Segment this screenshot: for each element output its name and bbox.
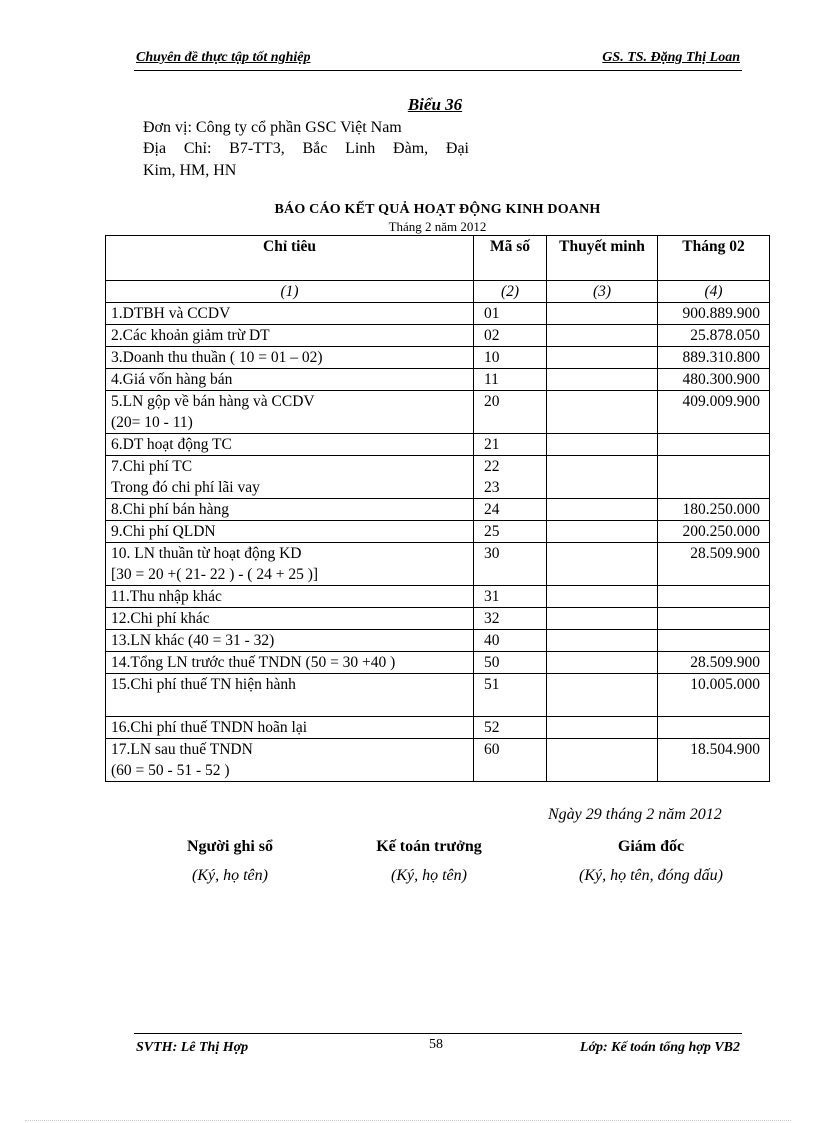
code-text: 20	[484, 393, 500, 410]
signature-director	[551, 838, 751, 885]
header-right-text: GS. TS. Đặng Thị Loan	[602, 50, 740, 65]
indicator-text-line2: (20= 10 - 11)	[111, 414, 193, 431]
note-cell	[547, 674, 658, 717]
indicator-cell	[106, 674, 474, 717]
table-row	[106, 739, 770, 782]
code-cell	[474, 717, 547, 739]
code-text: 30	[484, 545, 500, 562]
indicator-text: 5.LN gộp về bán hàng và CCDV	[111, 393, 315, 410]
note-cell	[547, 586, 658, 608]
code-text: 60	[484, 741, 500, 758]
code-cell	[474, 630, 547, 652]
report-period: Tháng 2 năm 2012	[388, 219, 487, 234]
amount-text: 28.509.900	[690, 545, 760, 562]
amount-text: 889.310.800	[682, 349, 760, 366]
report-title: BÁO CÁO KẾT QUẢ HOẠT ĐỘNG KINH DOANH	[274, 202, 601, 217]
amount-cell	[658, 347, 770, 369]
note-cell	[547, 456, 658, 499]
note-cell	[547, 434, 658, 456]
code-text: 31	[484, 588, 500, 605]
code-cell	[474, 434, 547, 456]
indicator-text: 1.DTBH và CCDV	[111, 305, 231, 322]
amount-cell	[658, 717, 770, 739]
code-text: 51	[484, 676, 500, 693]
code-text: 02	[484, 327, 500, 344]
code-text: 50	[484, 654, 500, 671]
amount-text: 25.878.050	[690, 327, 760, 344]
indicator-text: 13.LN khác (40 = 31 - 32)	[111, 632, 275, 649]
indicator-text: 3.Doanh thu thuần ( 10 = 01 – 02)	[111, 349, 323, 366]
indicator-cell	[106, 543, 474, 586]
code-cell	[474, 325, 547, 347]
code-cell	[474, 391, 547, 434]
amount-text: 180.250.000	[682, 501, 760, 518]
table-row	[106, 652, 770, 674]
table-row	[106, 456, 770, 499]
col-header-indicator: Chỉ tiêu	[106, 236, 474, 281]
code-cell	[474, 369, 547, 391]
table-row	[106, 369, 770, 391]
unit-address-line1: Địa Chỉ: B7-TT3, Bắc Linh Đàm, Đại	[143, 140, 469, 157]
indicator-text-line2: (60 = 50 - 51 - 52 )	[111, 762, 230, 779]
amount-cell	[658, 630, 770, 652]
code-cell	[474, 456, 547, 499]
note-cell	[547, 303, 658, 325]
income-statement-table	[105, 235, 770, 782]
indicator-text: 9.Chi phí QLDN	[111, 523, 216, 540]
code-cell	[474, 586, 547, 608]
indicator-cell	[106, 303, 474, 325]
table-row	[106, 521, 770, 543]
signature-title: Người ghi sổ	[186, 838, 274, 855]
amount-cell	[658, 608, 770, 630]
indicator-cell	[106, 586, 474, 608]
table-row	[106, 347, 770, 369]
indicator-text: 8.Chi phí bán hàng	[111, 501, 229, 518]
page-number: 58	[429, 1037, 443, 1052]
indicator-text: 7.Chi phí TC	[111, 458, 193, 475]
table-row	[106, 325, 770, 347]
table-row	[106, 499, 770, 521]
page-header	[134, 48, 742, 71]
code-text: 11	[484, 371, 499, 388]
table-row	[106, 391, 770, 434]
footer-right-text: Lớp: Kế toán tổng hợp VB2	[579, 1040, 740, 1055]
table-row	[106, 434, 770, 456]
note-cell	[547, 369, 658, 391]
amount-cell	[658, 674, 770, 717]
code-text: 32	[484, 610, 500, 627]
indicator-cell	[106, 391, 474, 434]
note-cell	[547, 521, 658, 543]
indicator-text: 15.Chi phí thuế TN hiện hành	[111, 676, 296, 693]
table-row	[106, 543, 770, 586]
amount-text: 18.504.900	[690, 741, 760, 758]
note-cell	[547, 652, 658, 674]
amount-text: 900.889.900	[682, 305, 760, 322]
code-text-line2: 23	[484, 479, 500, 496]
col-header-code: Mã số	[474, 236, 547, 281]
signature-bookkeeper	[130, 838, 330, 885]
page-edge-divider	[25, 1120, 791, 1121]
index-cell-3: (3)	[547, 281, 658, 303]
indicator-cell	[106, 652, 474, 674]
indicator-cell	[106, 325, 474, 347]
amount-cell	[658, 369, 770, 391]
amount-cell	[658, 739, 770, 782]
table-row	[106, 586, 770, 608]
table-row	[106, 608, 770, 630]
amount-cell	[658, 303, 770, 325]
code-text: 40	[484, 632, 500, 649]
indicator-text: 11.Thu nhập khác	[111, 588, 222, 605]
amount-cell	[658, 456, 770, 499]
code-text: 25	[484, 523, 500, 540]
page-footer	[134, 1033, 742, 1055]
table-row	[106, 630, 770, 652]
index-cell-2: (2)	[474, 281, 547, 303]
indicator-cell	[106, 717, 474, 739]
indicator-text: 14.Tổng LN trước thuế TNDN (50 = 30 +40 )	[111, 654, 396, 671]
footer-left-text: SVTH: Lê Thị Hợp	[136, 1040, 249, 1055]
amount-cell	[658, 586, 770, 608]
indicator-text: 17.LN sau thuế TNDN	[111, 741, 253, 758]
amount-text: 480.300.900	[682, 371, 760, 388]
indicator-text-line2: Trong đó chi phí lãi vay	[111, 479, 260, 496]
indicator-cell	[106, 434, 474, 456]
amount-cell	[658, 391, 770, 434]
code-cell	[474, 303, 547, 325]
form-title: Biểu 36	[407, 95, 463, 114]
indicator-cell	[106, 521, 474, 543]
indicator-text-line2: [30 = 20 +( 21- 22 ) - ( 24 + 25 )]	[111, 566, 319, 583]
indicator-text: 12.Chi phí khác	[111, 610, 210, 627]
indicator-text: 16.Chi phí thuế TNDN hoãn lại	[111, 719, 308, 736]
signature-title: Giám đốc	[617, 838, 685, 855]
code-cell	[474, 652, 547, 674]
code-cell	[474, 499, 547, 521]
table-index-row	[106, 281, 770, 303]
code-text: 24	[484, 501, 500, 518]
indicator-cell	[106, 739, 474, 782]
note-cell	[547, 391, 658, 434]
amount-cell	[658, 499, 770, 521]
unit-address-line2: Kim, HM, HN	[143, 162, 237, 179]
amount-cell	[658, 434, 770, 456]
indicator-cell	[106, 499, 474, 521]
amount-text: 409.009.900	[682, 393, 760, 410]
col-header-note: Thuyết minh	[547, 236, 658, 281]
indicator-cell	[106, 369, 474, 391]
note-cell	[547, 347, 658, 369]
amount-cell	[658, 652, 770, 674]
code-text: 52	[484, 719, 500, 736]
note-cell	[547, 325, 658, 347]
note-cell	[547, 630, 658, 652]
code-text: 21	[484, 436, 500, 453]
signature-note: (Ký, họ tên)	[391, 867, 467, 884]
amount-text: 200.250.000	[682, 523, 760, 540]
code-cell	[474, 674, 547, 717]
indicator-cell	[106, 456, 474, 499]
index-cell-4: (4)	[658, 281, 770, 303]
header-left-text: Chuyên đề thực tập tốt nghiệp	[136, 50, 311, 65]
table-row	[106, 717, 770, 739]
table-row	[106, 303, 770, 325]
amount-text: 28.509.900	[690, 654, 760, 671]
code-cell	[474, 543, 547, 586]
code-text: 22	[484, 458, 500, 475]
note-cell	[547, 499, 658, 521]
code-text: 01	[484, 305, 500, 322]
note-cell	[547, 739, 658, 782]
signature-note: (Ký, họ tên)	[192, 867, 268, 884]
note-cell	[547, 608, 658, 630]
code-cell	[474, 739, 547, 782]
code-cell	[474, 521, 547, 543]
signature-chief-accountant	[329, 838, 529, 885]
indicator-cell	[106, 347, 474, 369]
amount-cell	[658, 325, 770, 347]
date-line: Ngày 29 tháng 2 năm 2012	[548, 806, 722, 823]
col-header-month: Tháng 02	[658, 236, 770, 281]
amount-text: 10.005.000	[690, 676, 760, 693]
amount-cell	[658, 543, 770, 586]
table-header-row	[106, 236, 770, 281]
indicator-cell	[106, 608, 474, 630]
note-cell	[547, 717, 658, 739]
code-cell	[474, 608, 547, 630]
table-row	[106, 674, 770, 717]
indicator-text: 10. LN thuần từ hoạt động KD	[111, 545, 302, 562]
indicator-text: 2.Các khoản giảm trừ DT	[111, 327, 270, 344]
indicator-text: 6.DT hoạt động TC	[111, 436, 232, 453]
code-cell	[474, 347, 547, 369]
code-text: 10	[484, 349, 500, 366]
amount-cell	[658, 521, 770, 543]
note-cell	[547, 543, 658, 586]
signature-title: Kế toán trưởng	[376, 838, 482, 855]
indicator-text: 4.Giá vốn hàng bán	[111, 371, 233, 388]
unit-name: Đơn vị: Công ty cổ phần GSC Việt Nam	[143, 119, 402, 136]
indicator-cell	[106, 630, 474, 652]
signature-note: (Ký, họ tên, đóng dấu)	[579, 867, 723, 884]
index-cell-1: (1)	[106, 281, 474, 303]
